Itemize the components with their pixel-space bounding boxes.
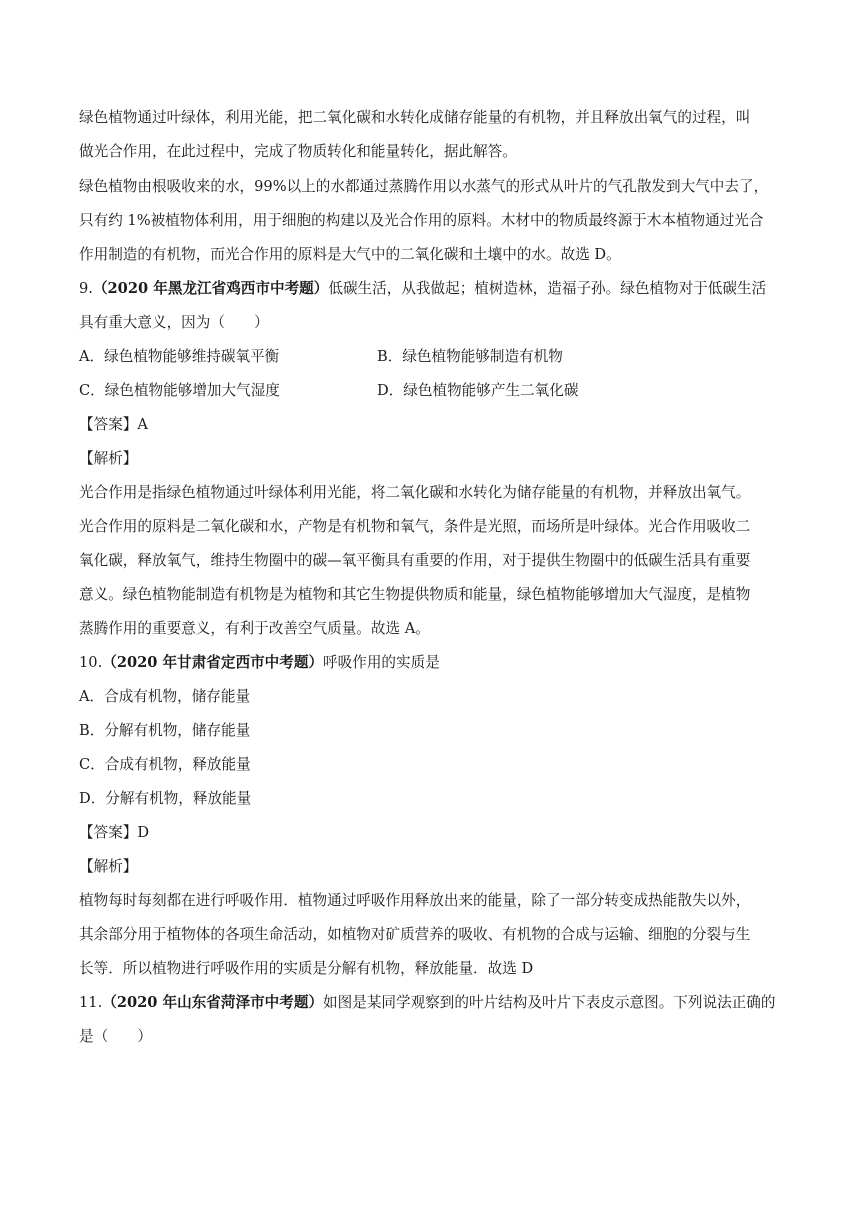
question-9-stem [79,279,766,299]
question-number: 9. [79,280,93,297]
answer-label: 【答案】A [79,416,148,433]
question-text: 呼吸作用的实质是 [323,654,440,671]
question-11-stem [79,993,775,1013]
option-d: D．分解有机物，释放能量 [79,790,252,807]
question-source: （2020 年黑龙江省鸡西市中考题） [92,280,329,297]
option-a: A．绿色植物能够维持碳氧平衡 [79,348,280,365]
explanation-line: 作用制造的有机物，而光合作用的原料是大气中的二氧化碳和土壤中的水。故选 D。 [79,246,621,263]
analysis-line: 光合作用是指绿色植物通过叶绿体利用光能，将二氧化碳和水转化为储存能量的有机物，并释放出氧气。 [79,484,751,501]
explanation-line: 做光合作用，在此过程中，完成了物质转化和能量转化，据此解答。 [79,143,517,160]
analysis-line: 蒸腾作用的重要意义，有利于改善空气质量。故选 A。 [79,620,430,637]
option-b: B．绿色植物能够制造有机物 [377,348,563,365]
option-b: B．分解有机物，储存能量 [79,722,251,739]
explanation-line: 绿色植物由根吸收来的水，99%以上的水都通过蒸腾作用以水蒸气的形式从叶片的气孔散发到大气中去了， [79,178,769,195]
analysis-line: 其余部分用于植物体的各项生命活动，如植物对矿质营养的吸收、有机物的合成与运输、细胞的分裂与生 [79,926,751,943]
answer-label: 【答案】D [79,824,150,841]
analysis-label: 【解析】 [79,450,138,467]
question-text: 如图是某同学观察到的叶片结构及叶片下表皮示意图。下列说法正确的 [323,994,776,1011]
option-d: D．绿色植物能够产生二氧化碳 [377,382,579,399]
question-text: 低碳生活，从我做起；植树造林，造福子孙。绿色植物对于低碳生活 [328,280,767,297]
question-text: 是（ ） [79,1028,152,1045]
option-a: A．合成有机物，储存能量 [79,688,251,705]
analysis-line: 长等．所以植物进行呼吸作用的实质是分解有机物，释放能量．故选 D [79,960,534,977]
analysis-line: 意义。绿色植物能制造有机物是为植物和其它生物提供物质和能量，绿色植物能够增加大气湿度，是植物 [79,586,751,603]
analysis-line: 光合作用的原料是二氧化碳和水，产物是有机物和氧气，条件是光照，而场所是叶绿体。光合作用吸收二 [79,518,751,535]
explanation-line: 绿色植物通过叶绿体，利用光能，把二氧化碳和水转化成储存能量的有机物，并且释放出氧气的过程，叫 [79,109,751,126]
analysis-label: 【解析】 [79,858,138,875]
analysis-line: 植物每时每刻都在进行呼吸作用．植物通过呼吸作用释放出来的能量，除了一部分转变成热能散失以外， [79,892,751,909]
option-c: C．绿色植物能够增加大气湿度 [79,382,280,399]
question-10-stem [79,653,440,673]
question-source: （2020 年甘肃省定西市中考题） [102,654,324,671]
option-c: C．合成有机物，释放能量 [79,756,251,773]
question-number: 10. [79,654,103,671]
analysis-line: 氧化碳，释放氧气，维持生物圈中的碳—氧平衡具有重要的作用，对于提供生物圈中的低碳生活具有重要 [79,552,751,569]
question-number: 11. [79,994,103,1011]
question-text: 具有重大意义，因为（ ） [79,314,269,331]
explanation-line: 只有约 1%被植物体利用，用于细胞的构建以及光合作用的原料。木材中的物质最终源于木本植物通过光合 [79,212,764,229]
question-source: （2020 年山东省菏泽市中考题） [102,994,324,1011]
